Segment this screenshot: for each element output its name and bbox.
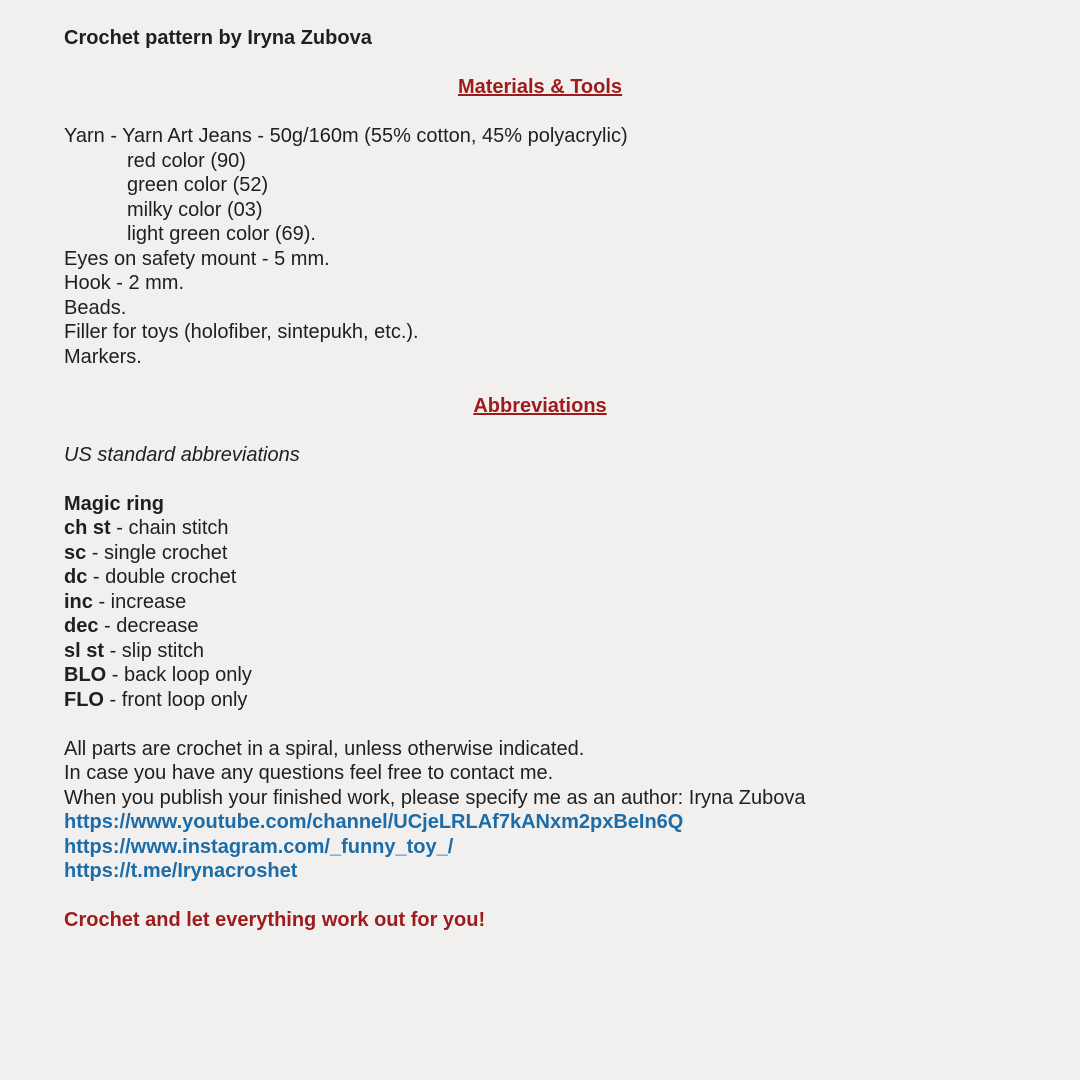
abbr-term: dec (64, 615, 99, 637)
closing-message: Crochet and let everything work out for you! (64, 909, 486, 931)
yarn-color-green: green color (52) (127, 174, 269, 196)
material-hook: Hook - 2 mm. (64, 272, 185, 294)
abbreviations-subtitle: US standard abbreviations (64, 443, 300, 466)
abbr-definition: - decrease (98, 615, 199, 637)
abbr-magic-ring: Magic ring (64, 492, 165, 515)
abbr-blo (64, 663, 1016, 688)
spacer (64, 467, 1016, 492)
abbr-sc (64, 541, 1016, 566)
yarn-line: Yarn - Yarn Art Jeans - 50g/160m (55% cotton, 45% polyacrylic) (64, 125, 628, 147)
abbr-definition: - chain stitch (110, 517, 229, 539)
abbr-sl-st (64, 639, 1016, 664)
abbr-term: BLO (64, 664, 107, 686)
abbr-definition: - back loop only (106, 664, 252, 686)
abbreviations-heading: Abbreviations (473, 394, 607, 417)
abbr-term: sc (64, 541, 87, 564)
note-spiral: All parts are crochet in a spiral, unless otherwise indicated. (64, 737, 585, 760)
abbr-definition: - slip stitch (104, 639, 205, 662)
abbr-term: FLO (64, 688, 104, 711)
instagram-link-anchor[interactable]: https://www.instagram.com/_funny_toy_/ (64, 835, 454, 858)
spacer (64, 712, 1016, 737)
abbr-definition: - single crochet (86, 541, 228, 564)
material-eyes: Eyes on safety mount - 5 mm. (64, 247, 330, 270)
yarn-color-light-green: light green color (69). (127, 223, 316, 245)
abbr-term: ch st (64, 517, 111, 539)
youtube-link[interactable] (64, 810, 1016, 835)
abbr-term: dc (64, 566, 88, 588)
abbr-term: inc (64, 590, 93, 613)
spacer (64, 369, 1016, 394)
instagram-link[interactable] (64, 835, 1016, 860)
yarn-color-red: red color (90) (127, 149, 246, 172)
abbr-dec (64, 614, 1016, 639)
abbr-term: sl st (64, 639, 105, 662)
telegram-link[interactable] (64, 859, 1016, 884)
spacer (64, 418, 1016, 443)
material-beads: Beads. (64, 296, 127, 319)
abbr-dc (64, 565, 1016, 590)
abbr-definition: - double crochet (87, 566, 237, 588)
spacer (64, 884, 1016, 909)
abbr-definition: - front loop only (104, 688, 248, 711)
page-title: Crochet pattern by Iryna Zubova (64, 27, 372, 49)
abbr-flo (64, 688, 1016, 713)
abbr-inc (64, 590, 1016, 615)
yarn-color-milky: milky color (03) (127, 198, 263, 221)
spacer (64, 100, 1016, 125)
youtube-link-anchor[interactable]: https://www.youtube.com/channel/UCjeLRLAf7kANxm2pxBeIn6Q (64, 811, 684, 833)
spacer (64, 51, 1016, 76)
note-author: When you publish your finished work, please specify me as an author: Iryna Zubova (64, 786, 806, 809)
telegram-link-anchor[interactable]: https://t.me/Irynacroshet (64, 860, 298, 882)
materials-heading: Materials & Tools (457, 76, 623, 98)
abbr-definition: - increase (92, 590, 187, 613)
note-contact: In case you have any questions feel free to contact me. (64, 762, 554, 784)
abbr-ch-st (64, 516, 1016, 541)
material-markers: Markers. (64, 345, 142, 368)
material-filler: Filler for toys (holofiber, sintepukh, etc.). (64, 321, 419, 343)
